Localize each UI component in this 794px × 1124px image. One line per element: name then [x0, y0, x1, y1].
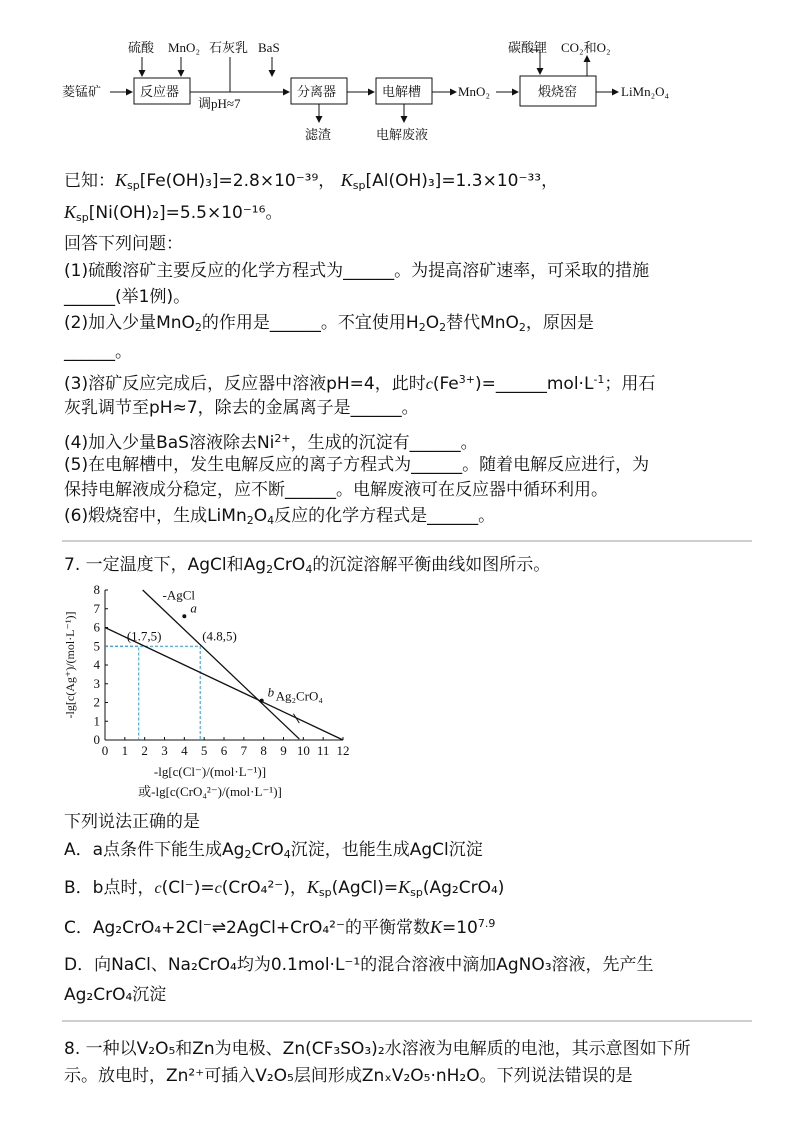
text: )=______mol·L: [475, 374, 594, 394]
text: CrO: [273, 555, 306, 575]
k-symbol: K: [429, 917, 442, 937]
y-tick-label: 4: [93, 657, 100, 672]
c-symbol: c: [154, 880, 162, 897]
annotation-1: (1.7,5): [126, 628, 162, 644]
q8-stem-line1: 8. 一种以V₂O₅和Zn为电极、Zn(CF₃SO₃)₂水溶液为电解质的电池，其示意图如下所: [64, 1039, 691, 1059]
reactor-label: 反应器: [140, 84, 180, 99]
text: =10: [441, 918, 478, 938]
c-symbol: c: [214, 880, 222, 897]
lime-input: 石灰乳: [209, 40, 249, 55]
acid-input: 硫酸: [128, 40, 155, 55]
text: (AgCl)=: [331, 878, 399, 898]
text: 的作用是______。不宜使用H: [201, 313, 419, 333]
known-ksp-line2: $K_{sp}[Ni(OH)_2]=5.5\times 10^{-16}$。: [64, 202, 283, 224]
bas-input: BaS: [258, 40, 280, 55]
ksp-symbol: K: [398, 877, 411, 897]
text: 反应的化学方程式是______。: [274, 506, 496, 526]
li-carbonate-input: 碳酸锂: [508, 40, 548, 55]
ksp-symbol: K: [306, 877, 319, 897]
q6-part1a: (1)硫酸溶矿主要反应的化学方程式为______。为提高溶矿速率，可采取的措施: [64, 261, 650, 281]
kiln-label: 煅烧窑: [538, 84, 578, 99]
annotation-2: (4.8,5): [202, 628, 237, 644]
y-tick-label: 3: [93, 675, 100, 691]
separator-label: 分离器: [297, 84, 337, 99]
point-label-b: b: [267, 684, 275, 700]
text: ，生成的沉淀有______。: [290, 433, 478, 453]
known-ksp-line1: 已知：$K_{sp}[Fe(OH)_3]=2.8\times 10^{-39}$， $K_{sp}[Al(OH)_3]=1.3\times 10^{-33}$，: [64, 170, 559, 192]
series-line-0: [143, 590, 300, 739]
text: 的沉淀溶解平衡曲线如图所示。: [312, 555, 551, 575]
q6-part5a: (5)在电解槽中，发生电解反应的离子方程式为______。随着电解反应进行，为: [64, 455, 650, 475]
text: O: [425, 313, 440, 333]
text: 替代MnO: [446, 313, 519, 333]
y-tick-label: 5: [93, 638, 100, 654]
q6-part4: (4)加入少量BaS溶液除去$Ni^{2+}$，生成的沉淀有______。: [64, 432, 478, 453]
text: B．b点时，: [64, 878, 155, 898]
q6-part5b: 保持电解液成分稳定，应不断______。电解废液可在反应器中循环利用。: [64, 480, 608, 500]
q7-option-c[interactable]: [64, 912, 754, 940]
series-line-1: [105, 628, 343, 741]
x-tick-label: 2: [141, 743, 148, 758]
divider: [62, 540, 752, 542]
text: (6)煅烧窑中，生成LiMn: [64, 506, 247, 526]
q7-stem: 7. 一定温度下，AgCl和$Ag_2CrO_4$的沉淀溶解平衡曲线如图所示。: [64, 555, 551, 576]
text: (4)加入少量BaS溶液除去Ni: [64, 433, 275, 453]
waste-label: 电解废液: [376, 127, 429, 142]
y-tick-label: 8: [93, 582, 100, 597]
x-tick-label: 10: [296, 743, 310, 758]
text: A．a点条件下能生成Ag: [64, 840, 245, 860]
x-tick-label: 9: [280, 743, 287, 758]
q6-part6: (6)煅烧窑中，生成$LiMn_2O_4$反应的化学方程式是______。: [64, 506, 496, 527]
divider: [62, 1020, 752, 1022]
gas-output: CO₂和O₂: [561, 40, 611, 55]
text: 沉淀，也能生成AgCl沉淀: [290, 840, 483, 860]
q6-part2b: ______。: [64, 342, 132, 362]
residue-label: 滤渣: [305, 127, 332, 142]
process-flowchart: [0, 0, 794, 150]
y-axis-label: -lg[c(Ag⁺)/(mol·L⁻¹)]: [63, 611, 77, 719]
q6-part2a: (2)加入少量MnO$_2$的作用是______。不宜使用$H_2O_2$替代MnO$_2$，原因是: [64, 313, 594, 334]
q7-ask: 下列说法正确的是: [64, 812, 200, 832]
ksp-symbol: K: [64, 202, 77, 222]
text: (Ag₂CrO₄): [422, 878, 505, 898]
q6-part3b: 灰乳调节至pH≈7，除去的金属离子是______。: [64, 398, 419, 418]
y-tick-label: 1: [93, 713, 100, 729]
final-product: LiMn₂O₄: [621, 84, 670, 99]
point-b: [260, 699, 264, 703]
x-tick-label: 5: [200, 743, 208, 758]
x-tick-label: 6: [220, 743, 228, 758]
q6-part1b: ______(举1例)。: [64, 287, 191, 307]
q6-intro: 回答下列问题：: [64, 234, 183, 254]
text: 7. 一定温度下，AgCl和Ag: [64, 555, 267, 575]
c-symbol: c: [425, 376, 433, 393]
y-tick-label: 7: [93, 600, 100, 616]
q6-part3a: (3)溶矿反应完成后，反应器中溶液pH=4，此时$c(Fe^{3+})=\_\_\_\_\_\_mol\cdot L^{-1}$；用石: [64, 373, 656, 394]
q7-option-d-line2: Ag₂CrO₄沉淀: [64, 985, 167, 1005]
series-label-agcl: -AgCl: [162, 587, 196, 603]
guide-line: [105, 646, 139, 740]
text: ，原因是: [525, 313, 594, 333]
cell-label: 电解槽: [382, 84, 422, 99]
y-tick-label: 0: [93, 732, 100, 747]
x-tick-label: 12: [336, 743, 350, 758]
text: (Fe: [432, 374, 459, 394]
ksp-ni: [Ni(OH)₂]=5.5×10⁻¹⁶。: [88, 203, 283, 223]
x-tick-label: 7: [240, 743, 248, 758]
ksp-al: [Al(OH)₃]=1.3×10⁻³³，: [365, 171, 559, 191]
mno2-product: MnO₂: [458, 84, 490, 99]
x-axis-label-1: -lg[c(Cl⁻)/(mol·L⁻¹)]: [153, 764, 267, 779]
text: (Cl⁻)=: [161, 878, 215, 898]
series-label-ag2cro4: Ag₂CrO₄: [275, 688, 323, 704]
text: (2)加入少量MnO: [64, 313, 195, 333]
text: (3)溶矿反应完成后，反应器中溶液pH=4，此时: [64, 374, 426, 394]
ksp-symbol: K: [115, 170, 128, 190]
ore-label: 菱锰矿: [62, 84, 102, 99]
text: (CrO₄²⁻)，: [221, 878, 307, 898]
point-a: [182, 614, 186, 618]
ksp-fe: [Fe(OH)₃]=2.8×10⁻³⁹，: [139, 171, 336, 191]
text: O: [253, 506, 268, 526]
x-tick-label: 4: [181, 743, 188, 758]
text: ；用石: [604, 374, 656, 394]
mno2-input: MnO₂: [168, 40, 200, 55]
x-tick-label: 3: [161, 743, 168, 758]
known-prefix: 已知：: [64, 171, 115, 191]
q8-stem-line2: 示。放电时，Zn²⁺可插入V₂O₅层间形成ZnₓV₂O₅·nH₂O。下列说法错误的是: [64, 1066, 633, 1086]
q7-option-d-line1[interactable]: D．向NaCl、Na₂CrO₄均为0.1mol·L⁻¹的混合溶液中滴加AgNO₃溶液，先产生: [64, 955, 654, 975]
y-tick-label: 2: [93, 694, 100, 710]
guide-line: [105, 646, 200, 740]
q7-option-b[interactable]: B．b点时，c(Cl⁻)=c(CrO₄²⁻)，$K_{sp}(AgCl)=K_{sp}(Ag_2CrO_4)$: [64, 877, 505, 899]
x-tick-label: 11: [316, 743, 330, 758]
x-axis-label-2: 或-lg[c(CrO₄²⁻)/(mol·L⁻¹)]: [138, 784, 282, 799]
text: CrO: [251, 840, 284, 860]
y-tick-label: 6: [93, 619, 100, 635]
ph-adjust-label: 调pH≈7: [198, 96, 241, 111]
point-label-a: a: [190, 600, 197, 616]
solubility-equilibrium-chart: [60, 580, 360, 806]
x-tick-label: 1: [121, 743, 129, 758]
exponent: 7.9: [477, 917, 496, 930]
x-tick-label: 0: [101, 743, 109, 758]
text: C．Ag₂CrO₄+2Cl⁻⇌2AgCl+CrO₄²⁻的平衡常数: [64, 918, 430, 938]
x-tick-label: 8: [260, 743, 267, 758]
ksp-symbol: K: [340, 170, 353, 190]
q7-option-a[interactable]: A．a点条件下能生成$Ag_2CrO_4$沉淀，也能生成AgCl沉淀: [64, 840, 483, 861]
